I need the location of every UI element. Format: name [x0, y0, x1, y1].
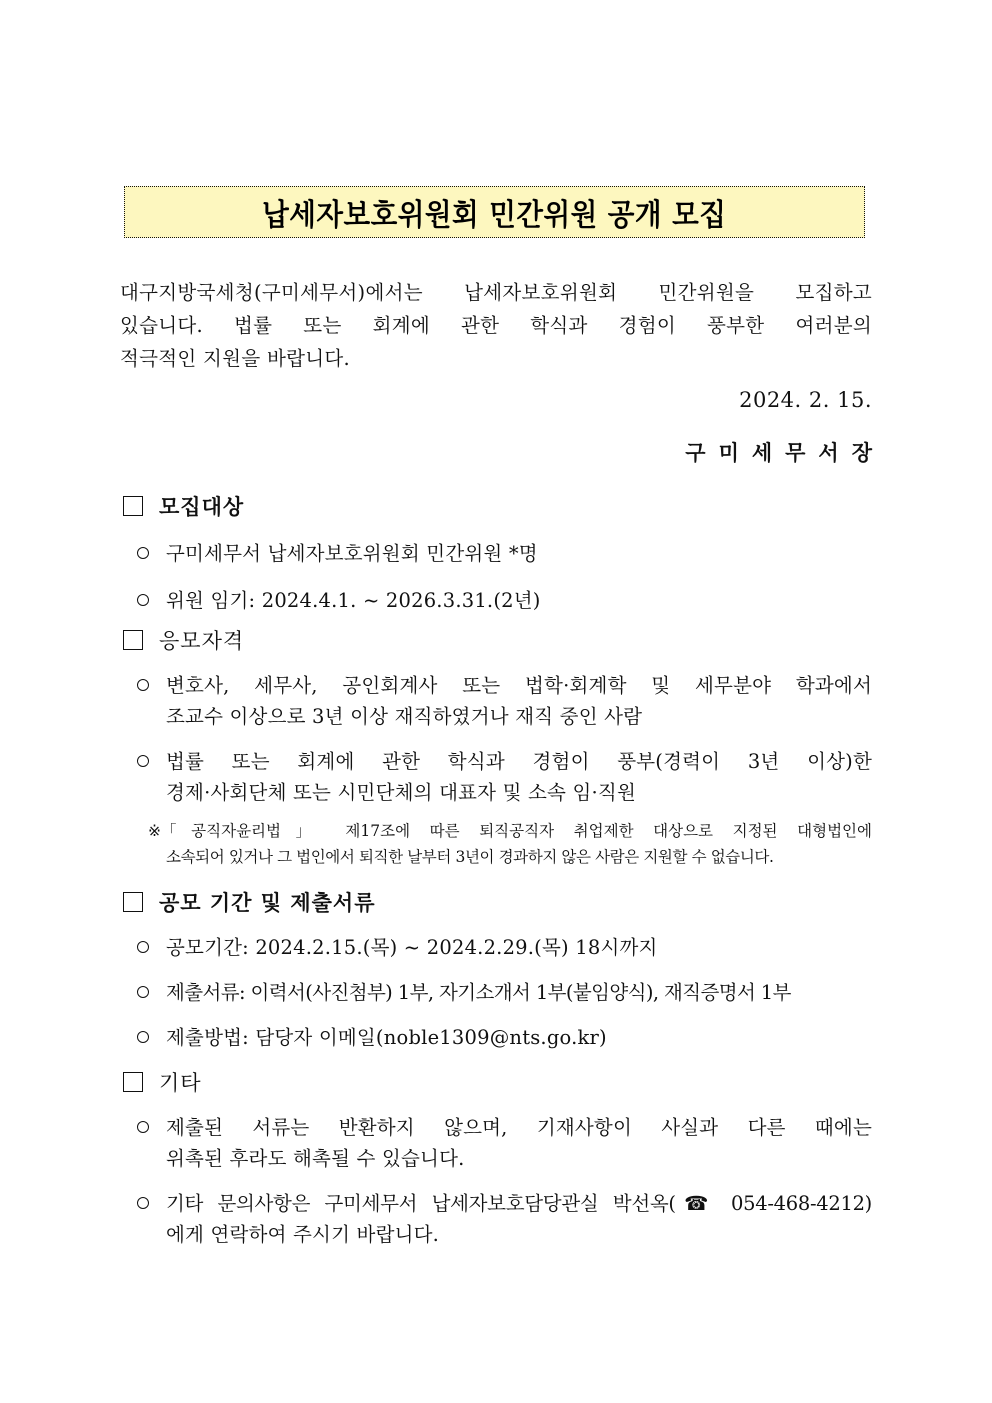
intro-paragraph [120, 276, 872, 375]
list-item-text [166, 1188, 872, 1219]
footnote [120, 818, 872, 870]
list-item [120, 977, 872, 1008]
intro-line: 대구지방국세청(구미세무서)에서는 납세자보호위원회 민간위원을 모집하고 [120, 281, 872, 304]
list-item [120, 585, 872, 616]
section-title: 기타 [159, 1071, 202, 1095]
section-title: 공모 기간 및 제출서류 [159, 890, 376, 915]
issue-date: 2024. 2. 15. [739, 388, 872, 412]
list-item [120, 538, 872, 569]
circle-icon [137, 755, 149, 767]
square-icon [123, 892, 143, 912]
list-item-text: 제출된 서류는 반환하지 않으며, 기재사항이 사실과 다른 때에는 [166, 1116, 872, 1139]
list-item-text: 공모기간: 2024.2.15.(목) ~ 2024.2.29.(목) 18시까지 [166, 936, 658, 959]
document-title: 납세자보호위원회 민간위원 공개 모집 [262, 198, 727, 233]
section-heading [120, 622, 872, 658]
square-icon [123, 630, 143, 650]
square-icon [123, 1072, 143, 1092]
footnote-text: 소속되어 있거나 그 법인에서 퇴직한 날부터 3년이 경과하지 않은 사람은 지원할 수 없습니다. [166, 848, 774, 866]
section-period-documents [120, 884, 872, 1053]
list-item-text: 위원 임기: 2024.4.1. ~ 2026.3.31.(2년) [166, 589, 541, 612]
circle-icon [137, 1121, 149, 1133]
intro-line: 있습니다. 법률 또는 회계에 관한 학식과 경험이 풍부한 여러분의 [120, 314, 872, 337]
circle-icon [137, 1197, 149, 1209]
signer: 구미세무서장 [685, 440, 885, 465]
section-recruitment-target [120, 488, 872, 616]
reference-mark-icon: ※ [148, 822, 161, 840]
circle-icon [137, 547, 149, 559]
section-heading [120, 1064, 872, 1100]
list-item-text: 제출서류: 이력서(사진첨부) 1부, 자기소개서 1부(붙임양식), 재직증명서 1부 [166, 981, 791, 1004]
list-item-text: 경제·사회단체 또는 시민단체의 대표자 및 소속 임·직원 [166, 781, 637, 804]
circle-icon [137, 679, 149, 691]
list-item-text: 제출방법: 담당자 이메일(noble1309@nts.go.kr) [166, 1026, 607, 1049]
list-item [120, 670, 872, 732]
circle-icon [137, 941, 149, 953]
phone-number: 054-468-4212) [716, 1192, 872, 1215]
list-item [120, 1112, 872, 1174]
section-eligibility [120, 622, 872, 870]
section-title: 모집대상 [159, 494, 245, 519]
circle-icon [137, 986, 149, 998]
circle-icon [137, 594, 149, 606]
section-title: 응모자격 [159, 629, 245, 653]
circle-icon [137, 1031, 149, 1043]
intro-line: 적극적인 지원을 바랍니다. [120, 347, 351, 370]
footnote-text: 「공직자윤리법」 제17조에 따른 퇴직공직자 취업제한 대상으로 지정된 대형법인에 [161, 822, 872, 840]
square-icon [123, 496, 143, 516]
contact-text: 기타 문의사항은 구미세무서 납세자보호담당관실 박선옥( [166, 1192, 676, 1215]
list-item [120, 932, 872, 963]
section-heading [120, 884, 872, 920]
list-item-text: 위촉된 후라도 해촉될 수 있습니다. [166, 1147, 465, 1170]
list-item [120, 746, 872, 808]
list-item-text: 에게 연락하여 주시기 바랍니다. [166, 1223, 440, 1246]
list-item-text: 구미세무서 납세자보호위원회 민간위원 *명 [166, 542, 538, 565]
list-item-text: 법률 또는 회계에 관한 학식과 경험이 풍부(경력이 3년 이상)한 [166, 750, 872, 773]
list-item [120, 1188, 872, 1250]
section-heading [120, 488, 872, 524]
title-box [124, 186, 865, 238]
phone-icon: ☎ [675, 1192, 717, 1215]
list-item-text: 조교수 이상으로 3년 이상 재직하였거나 재직 중인 사람 [166, 705, 643, 728]
list-item [120, 1022, 872, 1053]
section-other [120, 1064, 872, 1250]
list-item-text: 변호사, 세무사, 공인회계사 또는 법학·회계학 및 세무분야 학과에서 [166, 674, 872, 697]
